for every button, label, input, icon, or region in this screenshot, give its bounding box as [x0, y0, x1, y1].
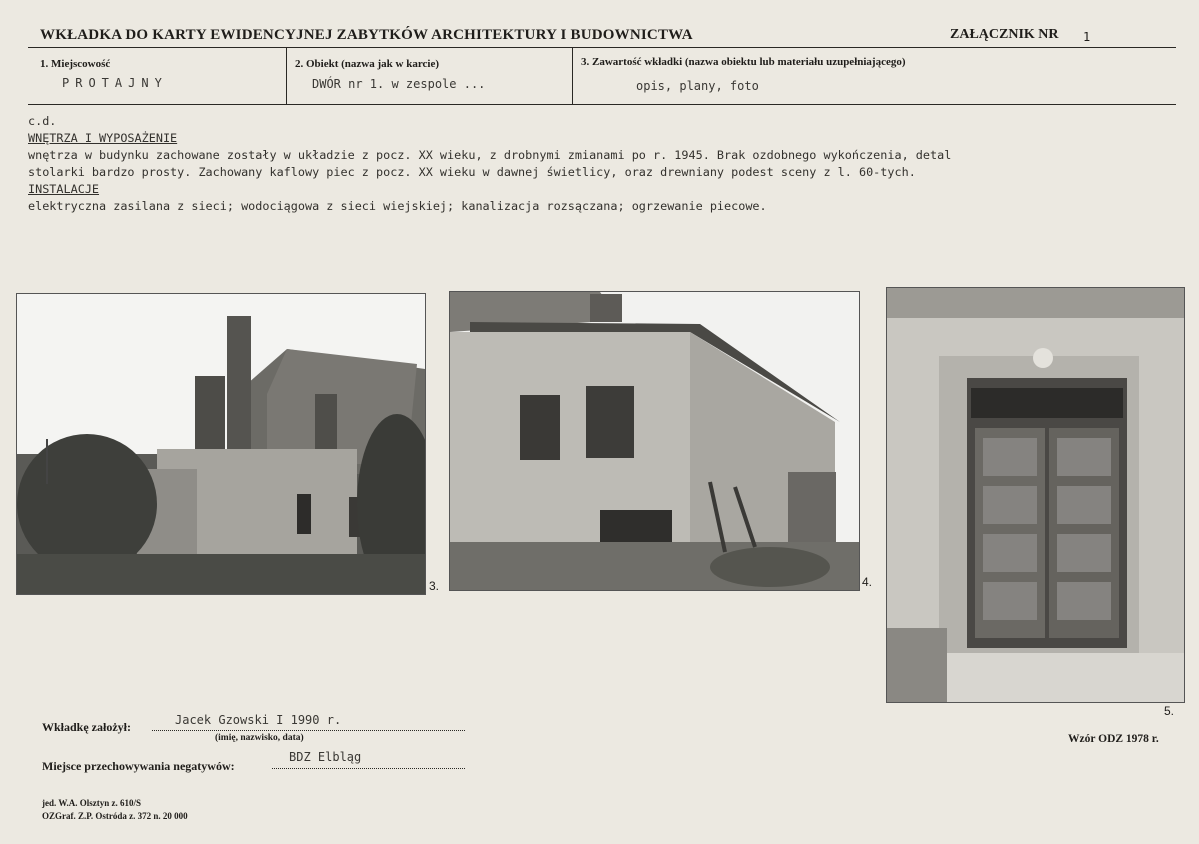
founder-hint: (imię, nazwisko, data) [215, 733, 304, 743]
print-note: jed. W.A. Olsztyn z. 610/S [42, 798, 142, 808]
description-line: stolarki bardzo prosty. Zachowany kaflowy piec z pocz. XX wieku w dawnej świetlicy, oraz drewniany podest sceny z l. 60-tych. [28, 165, 916, 179]
place-label: 1. Miejscowość [40, 58, 111, 70]
photo-number: 4. [862, 575, 873, 589]
storage-dotted-line [272, 768, 465, 769]
field-divider-2 [572, 48, 573, 104]
heading-interiors: WNĘTRZA I WYPOSAŻENIE [28, 131, 178, 145]
description-line: elektryczna zasilana z sieci; wodociągowa z sieci wiejskiej; kanalizacja rozsączana; ogrzewanie piecowe. [28, 199, 767, 213]
template-note: Wzór ODZ 1978 r. [1068, 733, 1159, 745]
header-rule-top [28, 47, 1176, 48]
place-value: PROTAJNY [62, 76, 168, 90]
object-value: DWÓR nr 1. w zespole ... [312, 77, 486, 91]
content-label: 3. Zawartość wkładki (nazwa obiektu lub materiału uzupełniającego) [581, 56, 906, 68]
heading-installations: INSTALACJE [28, 182, 100, 196]
founder-value: Jacek Gzowski I 1990 r. [175, 713, 342, 727]
founder-label: Wkładkę założył: [42, 720, 131, 734]
content-value: opis, plany, foto [636, 79, 759, 93]
annex-label: ZAŁĄCZNIK NR [950, 27, 1059, 42]
photo-manor-entrance [886, 287, 1185, 703]
description-line: wnętrza w budynku zachowane zostały w układzie z pocz. XX wieku, z drobnymi zmianami po r. 1945. Brak ozdobnego wykończenia, detal [28, 148, 952, 162]
description-text [28, 113, 951, 215]
annex-number: 1 [1083, 30, 1091, 44]
continuation-mark: c.d. [28, 114, 57, 128]
founder-dotted-line [152, 730, 465, 731]
storage-value: BDZ Elbląg [289, 750, 362, 764]
form-title: WKŁADKA DO KARTY EWIDENCYJNEJ ZABYTKÓW ARCHITEKTURY I BUDOWNICTWA [40, 27, 693, 43]
field-divider-1 [286, 48, 287, 104]
photo-number: 5. [1164, 704, 1175, 718]
photo-number: 3. [429, 579, 440, 593]
storage-label: Miejsce przechowywania negatywów: [42, 759, 235, 773]
photo-manor-side [449, 291, 860, 591]
object-label: 2. Obiekt (nazwa jak w karcie) [295, 58, 440, 70]
print-note: OZGraf. Z.P. Ostróda z. 372 n. 20 000 [42, 811, 188, 821]
header-rule-bottom [28, 104, 1176, 105]
photo-manor-ruin [16, 293, 426, 595]
